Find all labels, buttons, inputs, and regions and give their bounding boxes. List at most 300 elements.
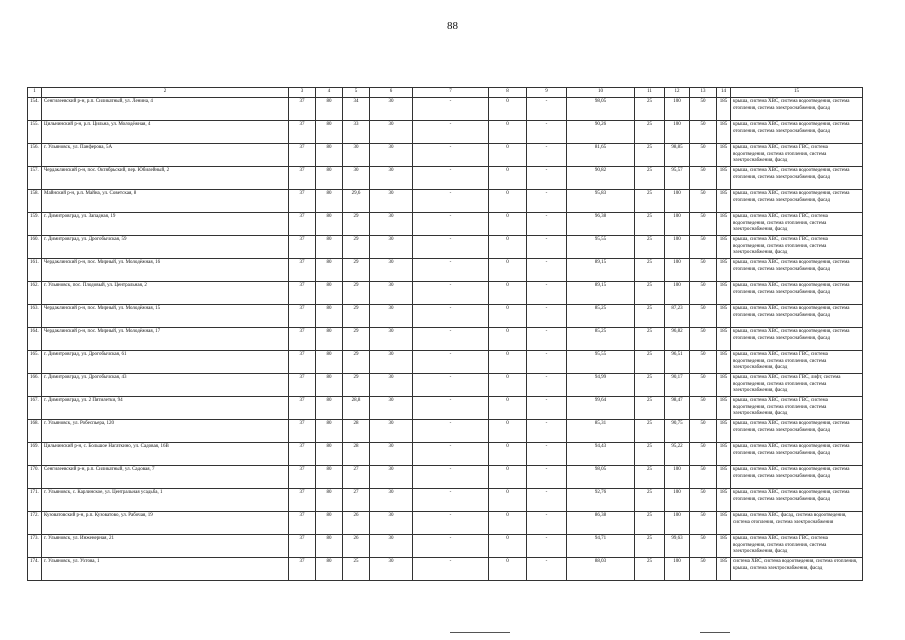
table-row [28,351,863,374]
col12-cell: 90,75 [665,420,690,443]
col11-cell: 25 [635,489,665,512]
column-header-8: 8 [489,88,527,98]
table-row [28,167,863,190]
row-number-cell: 160. [28,236,42,259]
col5-cell: 26 [343,535,370,558]
col5-cell: 29 [343,374,370,397]
col5-cell: 27 [343,466,370,489]
col8-cell: 0 [489,190,527,213]
address-cell: г. Ульяновск, пос. Плодовый, ул. Центральная, 2 [42,282,289,305]
work-list-cell: крыша, система ХВС, система водоотведения, система отопления, система электроснабжения, фасад [731,443,863,466]
col3-cell: 37 [289,167,316,190]
table-row [28,328,863,351]
row-number-cell: 165. [28,351,42,374]
col3-cell: 37 [289,397,316,420]
work-list-cell: крыша, система ХВС, система водоотведения, система отопления, система электроснабжения, фасад [731,489,863,512]
col8-cell: 0 [489,466,527,489]
col6-cell: 30 [370,489,413,512]
col14-cell: 185 [717,374,731,397]
col10-cell: 88,03 [567,558,635,581]
row-number-cell: 158. [28,190,42,213]
col4-cell: 80 [316,466,343,489]
address-cell: Сенгилеевский р-н, р.п. Силикатный, ул. Ленина, 4 [42,98,289,121]
column-header-5: 5 [343,88,370,98]
col14-cell: 185 [717,535,731,558]
address-cell: г. Ульяновск, ул. Робеспьера, 120 [42,420,289,443]
table-body [28,98,863,581]
col12-cell: 98,47 [665,397,690,420]
table-row [28,190,863,213]
table-row [28,98,863,121]
row-number-cell: 162. [28,282,42,305]
address-cell: Чердаклинский р-н, пос. Мирный, ул. Молодёжная, 16 [42,259,289,282]
work-list-cell: крыша, система ХВС, система ГВС, система водоотведения, система отопления, система электроснабжения, фасад [731,397,863,420]
column-header-9: 9 [527,88,567,98]
col13-cell: 50 [690,397,717,420]
col3-cell: 37 [289,512,316,535]
col9-cell: - [527,512,567,535]
col9-cell: - [527,351,567,374]
table-row [28,305,863,328]
row-number-cell: 157. [28,167,42,190]
col9-cell: - [527,213,567,236]
col3-cell: 37 [289,351,316,374]
col7-cell: - [413,282,489,305]
col12-cell: 100 [665,213,690,236]
work-list-cell: крыша, система ХВС, система ГВС, система водоотведения, система отопления, система электроснабжения, фасад [731,535,863,558]
col13-cell: 50 [690,98,717,121]
col12-cell: 100 [665,98,690,121]
col14-cell: 185 [717,558,731,581]
col12-cell: 96,51 [665,351,690,374]
address-cell: Чердаклинский р-н, пос. Мирный, ул. Молодёжная, 15 [42,305,289,328]
work-list-cell: крыша, система ХВС, система водоотведения, система отопления, система электроснабжения, фасад [731,466,863,489]
work-list-cell: крыша, система ХВС, система ГВС, система водоотведения, система отопления, система электроснабжения, фасад [731,236,863,259]
col14-cell: 185 [717,305,731,328]
col3-cell: 37 [289,144,316,167]
col11-cell: 25 [635,98,665,121]
col6-cell: 30 [370,259,413,282]
col8-cell: 0 [489,351,527,374]
table-row [28,443,863,466]
col8-cell: 0 [489,121,527,144]
col14-cell: 185 [717,121,731,144]
col13-cell: 50 [690,259,717,282]
col6-cell: 30 [370,443,413,466]
col4-cell: 80 [316,351,343,374]
column-header-11: 11 [635,88,665,98]
register-table-wrap [27,87,862,581]
row-number-cell: 154. [28,98,42,121]
col13-cell: 50 [690,466,717,489]
address-cell: г. Димитровград, ул. Дрогобычская, 61 [42,351,289,374]
col12-cell: 100 [665,466,690,489]
col3-cell: 37 [289,305,316,328]
col3-cell: 37 [289,98,316,121]
col7-cell: - [413,466,489,489]
col9-cell: - [527,236,567,259]
col14-cell: 185 [717,328,731,351]
col9-cell: - [527,98,567,121]
table-row [28,144,863,167]
col7-cell: - [413,397,489,420]
col7-cell: - [413,535,489,558]
col7-cell: - [413,489,489,512]
col11-cell: 25 [635,213,665,236]
col9-cell: - [527,305,567,328]
row-number-cell: 174. [28,558,42,581]
col4-cell: 80 [316,489,343,512]
row-number-cell: 171. [28,489,42,512]
table-row [28,489,863,512]
col9-cell: - [527,167,567,190]
col7-cell: - [413,167,489,190]
col10-cell: 95,83 [567,190,635,213]
work-list-cell: крыша, система ХВС, система ГВС, система водоотведения, система отопления, система электроснабжения, фасад [731,351,863,374]
col8-cell: 0 [489,259,527,282]
address-cell: г. Ульяновск, ул. Панферова, 5А [42,144,289,167]
col13-cell: 50 [690,236,717,259]
col6-cell: 30 [370,167,413,190]
col4-cell: 80 [316,167,343,190]
col7-cell: - [413,305,489,328]
col9-cell: - [527,420,567,443]
col5-cell: 25 [343,558,370,581]
col13-cell: 50 [690,213,717,236]
col7-cell: - [413,558,489,581]
col4-cell: 80 [316,121,343,144]
col6-cell: 30 [370,98,413,121]
col4-cell: 80 [316,374,343,397]
address-cell: Цильнинский р-н, р.п. Цильна, ул. Молодёжная, 4 [42,121,289,144]
col4-cell: 80 [316,98,343,121]
col4-cell: 80 [316,397,343,420]
col7-cell: - [413,512,489,535]
col5-cell: 28,8 [343,397,370,420]
col8-cell: 0 [489,512,527,535]
address-cell: г. Димитровград, ул. 2 Пятилетки, 94 [42,397,289,420]
work-list-cell: система ХВС, система водоотведения, система отопления, крыша, система электроснабжения, фасад [731,558,863,581]
col6-cell: 30 [370,374,413,397]
work-list-cell: крыша, система ХВС, система водоотведения, система отопления, система электроснабжения, фасад [731,420,863,443]
col10-cell: 98,05 [567,466,635,489]
col5-cell: 29 [343,236,370,259]
col14-cell: 185 [717,351,731,374]
col4-cell: 80 [316,282,343,305]
col4-cell: 80 [316,305,343,328]
col8-cell: 0 [489,328,527,351]
col9-cell: - [527,121,567,144]
col13-cell: 50 [690,489,717,512]
work-list-cell: крыша, система ХВС, фасад, система водоотведения, система отопления, система электроснабжения [731,512,863,535]
col11-cell: 25 [635,351,665,374]
col4-cell: 80 [316,535,343,558]
col8-cell: 0 [489,167,527,190]
page-number: 88 [447,20,458,32]
address-cell: г. Ульяновск, ул. Инженерная, 21 [42,535,289,558]
col11-cell: 25 [635,259,665,282]
col6-cell: 30 [370,512,413,535]
col6-cell: 30 [370,558,413,581]
col3-cell: 37 [289,443,316,466]
col14-cell: 185 [717,512,731,535]
col7-cell: - [413,121,489,144]
col4-cell: 80 [316,144,343,167]
address-cell: г. Димитровград, ул. Дрогобычская, 43 [42,374,289,397]
col4-cell: 80 [316,512,343,535]
col12-cell: 95,22 [665,443,690,466]
col13-cell: 50 [690,167,717,190]
col11-cell: 25 [635,121,665,144]
col8-cell: 0 [489,397,527,420]
col4-cell: 80 [316,420,343,443]
col3-cell: 37 [289,328,316,351]
col14-cell: 185 [717,98,731,121]
table-row [28,397,863,420]
col13-cell: 50 [690,305,717,328]
col6-cell: 30 [370,328,413,351]
col7-cell: - [413,420,489,443]
col11-cell: 25 [635,443,665,466]
row-number-cell: 163. [28,305,42,328]
col12-cell: 100 [665,558,690,581]
col5-cell: 26 [343,512,370,535]
col12-cell: 96,82 [665,328,690,351]
col12-cell: 100 [665,190,690,213]
col6-cell: 30 [370,282,413,305]
col8-cell: 0 [489,236,527,259]
address-cell: г. Димитровград, ул. Западная, 19 [42,213,289,236]
col5-cell: 29 [343,259,370,282]
col11-cell: 25 [635,535,665,558]
col13-cell: 50 [690,512,717,535]
col10-cell: 95,55 [567,236,635,259]
col8-cell: 0 [489,374,527,397]
col7-cell: - [413,259,489,282]
col5-cell: 29 [343,213,370,236]
col12-cell: 99,63 [665,535,690,558]
work-list-cell: крыша, система ХВС, система ГВС, лифт, система водоотведения, система отопления, система электроснабжения, фасад [731,374,863,397]
col5-cell: 29 [343,351,370,374]
col7-cell: - [413,144,489,167]
col6-cell: 30 [370,420,413,443]
work-list-cell: крыша, система ХВС, система водоотведения, система отопления, система электроснабжения, фасад [731,305,863,328]
col3-cell: 37 [289,190,316,213]
column-header-1: 1 [28,88,42,98]
col6-cell: 30 [370,535,413,558]
col9-cell: - [527,282,567,305]
col10-cell: 94,71 [567,535,635,558]
col10-cell: 86,38 [567,512,635,535]
row-number-cell: 156. [28,144,42,167]
col12-cell: 100 [665,236,690,259]
col6-cell: 30 [370,305,413,328]
col6-cell: 30 [370,236,413,259]
col3-cell: 37 [289,489,316,512]
col5-cell: 28 [343,420,370,443]
col10-cell: 95,55 [567,351,635,374]
table-row [28,374,863,397]
col8-cell: 0 [489,305,527,328]
row-number-cell: 166. [28,374,42,397]
col14-cell: 185 [717,420,731,443]
col11-cell: 25 [635,374,665,397]
scan-artifact [450,632,510,633]
col13-cell: 50 [690,374,717,397]
col6-cell: 30 [370,190,413,213]
table-row [28,259,863,282]
col5-cell: 28 [343,443,370,466]
col10-cell: 96,38 [567,213,635,236]
col14-cell: 185 [717,213,731,236]
address-cell: Сенгилеевский р-н, р.п. Силикатный, ул. Садовая, 7 [42,466,289,489]
address-cell: Кузоватовский р-н, р.п. Кузоватово, ул. Рабочая, 19 [42,512,289,535]
col3-cell: 37 [289,466,316,489]
col12-cell: 90,17 [665,374,690,397]
col10-cell: 85,25 [567,305,635,328]
column-header-13: 13 [690,88,717,98]
table-row [28,535,863,558]
col9-cell: - [527,328,567,351]
col4-cell: 80 [316,259,343,282]
header-row [28,88,863,98]
col3-cell: 37 [289,374,316,397]
register-table [27,87,863,581]
work-list-cell: крыша, система ХВС, система ГВС, система водоотведения, система отопления, система электроснабжения, фасад [731,144,863,167]
col12-cell: 100 [665,282,690,305]
col11-cell: 25 [635,282,665,305]
work-list-cell: крыша, система ХВС, система водоотведения, система отопления, система электроснабжения, фасад [731,121,863,144]
col5-cell: 29 [343,328,370,351]
col3-cell: 37 [289,420,316,443]
address-cell: г. Ульяновск, ул. Ухтова, 1 [42,558,289,581]
col13-cell: 50 [690,282,717,305]
col14-cell: 185 [717,282,731,305]
col9-cell: - [527,558,567,581]
col11-cell: 25 [635,466,665,489]
col9-cell: - [527,259,567,282]
col11-cell: 25 [635,167,665,190]
table-row [28,420,863,443]
col8-cell: 0 [489,98,527,121]
col13-cell: 50 [690,328,717,351]
col6-cell: 30 [370,213,413,236]
col4-cell: 80 [316,190,343,213]
col14-cell: 185 [717,190,731,213]
col9-cell: - [527,144,567,167]
col10-cell: 89,15 [567,259,635,282]
col12-cell: 100 [665,512,690,535]
table-row [28,558,863,581]
col5-cell: 34 [343,98,370,121]
col14-cell: 185 [717,443,731,466]
col13-cell: 50 [690,121,717,144]
col5-cell: 29 [343,305,370,328]
col12-cell: 95,57 [665,167,690,190]
col4-cell: 80 [316,213,343,236]
column-header-12: 12 [665,88,690,98]
address-cell: Чердаклинский р-н, пос. Октябрьский, пер. Юбилейный, 2 [42,167,289,190]
col10-cell: 90,26 [567,121,635,144]
row-number-cell: 168. [28,420,42,443]
address-cell: г. Димитровград, ул. Дрогобычская, 59 [42,236,289,259]
col14-cell: 185 [717,466,731,489]
col7-cell: - [413,190,489,213]
col10-cell: 99,64 [567,397,635,420]
table-row [28,236,863,259]
row-number-cell: 169. [28,443,42,466]
col9-cell: - [527,397,567,420]
col9-cell: - [527,443,567,466]
work-list-cell: крыша, система ХВС, система водоотведения, система отопления, система электроснабжения, фасад [731,259,863,282]
col5-cell: 29 [343,282,370,305]
col8-cell: 0 [489,282,527,305]
col6-cell: 30 [370,397,413,420]
col4-cell: 80 [316,443,343,466]
address-cell: Цильнинский р-н, с. Большое Нагаткино, ул. Садовая, 16В [42,443,289,466]
work-list-cell: крыша, система ХВС, система водоотведения, система отопления, система электроснабжения, фасад [731,328,863,351]
col14-cell: 185 [717,144,731,167]
col8-cell: 0 [489,420,527,443]
row-number-cell: 155. [28,121,42,144]
row-number-cell: 159. [28,213,42,236]
col8-cell: 0 [489,213,527,236]
col6-cell: 30 [370,466,413,489]
col11-cell: 25 [635,420,665,443]
column-header-15: 15 [731,88,863,98]
work-list-cell: крыша, система ХВС, система ГВС, система водоотведения, система отопления, система электроснабжения, фасад [731,213,863,236]
row-number-cell: 161. [28,259,42,282]
col10-cell: 89,15 [567,282,635,305]
col10-cell: 94,43 [567,443,635,466]
col7-cell: - [413,236,489,259]
col7-cell: - [413,351,489,374]
address-cell: г. Ульяновск, с. Карлинское, ул. Центральная усадьба, 1 [42,489,289,512]
work-list-cell: крыша, система ХВС, система водоотведения, система отопления, система электроснабжения, фасад [731,98,863,121]
col13-cell: 50 [690,351,717,374]
column-header-10: 10 [567,88,635,98]
col7-cell: - [413,98,489,121]
col4-cell: 80 [316,236,343,259]
col13-cell: 50 [690,420,717,443]
col11-cell: 25 [635,558,665,581]
col13-cell: 50 [690,443,717,466]
col7-cell: - [413,443,489,466]
table-row [28,213,863,236]
col3-cell: 37 [289,282,316,305]
col3-cell: 37 [289,236,316,259]
row-number-cell: 164. [28,328,42,351]
scan-artifact [700,632,730,633]
col12-cell: 87,23 [665,305,690,328]
work-list-cell: крыша, система ХВС, система водоотведения, система отопления, система электроснабжения, фасад [731,282,863,305]
col11-cell: 25 [635,328,665,351]
col3-cell: 37 [289,121,316,144]
col8-cell: 0 [489,489,527,512]
col10-cell: 92,76 [567,489,635,512]
col14-cell: 185 [717,397,731,420]
col11-cell: 25 [635,305,665,328]
col8-cell: 0 [489,558,527,581]
work-list-cell: крыша, система ХВС, система водоотведения, система отопления, система электроснабжения, фасад [731,190,863,213]
col10-cell: 85,25 [567,328,635,351]
col13-cell: 50 [690,558,717,581]
col12-cell: 100 [665,121,690,144]
column-header-4: 4 [316,88,343,98]
col8-cell: 0 [489,144,527,167]
address-cell: Чердаклинский р-н, пос. Мирный, ул. Молодёжная, 17 [42,328,289,351]
col3-cell: 37 [289,259,316,282]
